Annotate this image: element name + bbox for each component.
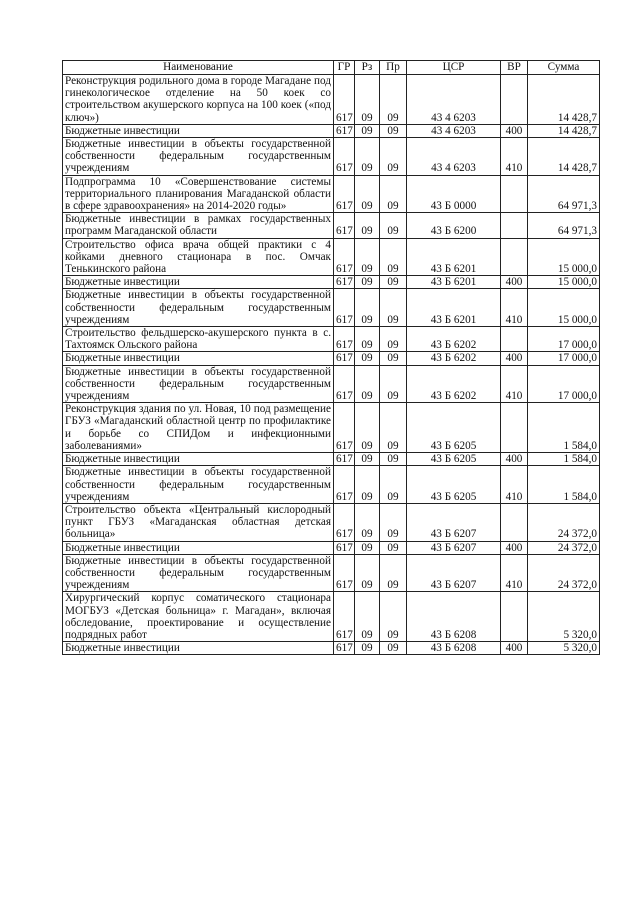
cell-pr: 09 (380, 554, 407, 592)
cell-name: Подпрограмма 10 «Совершенствование системы территориального планирования Магаданской области в сфере здравоохранения» на 2014-2020 годы» (63, 175, 334, 213)
cell-pr: 09 (380, 453, 407, 466)
cell-sum: 15 000,0 (528, 238, 600, 276)
cell-csr: 43 Б 6208 (407, 592, 501, 642)
cell-sum: 15 000,0 (528, 289, 600, 327)
cell-vr: 400 (501, 541, 528, 554)
cell-csr: 43 Б 6202 (407, 352, 501, 365)
cell-name: Бюджетные инвестиции в объекты государственной собственности федеральным государственным учреждениям (63, 466, 334, 504)
cell-rz: 09 (355, 554, 380, 592)
cell-sum: 1 584,0 (528, 453, 600, 466)
cell-pr: 09 (380, 175, 407, 213)
cell-name: Бюджетные инвестиции в объекты государственной собственности федеральным государственным учреждениям (63, 554, 334, 592)
cell-name: Бюджетные инвестиции (63, 541, 334, 554)
table-row (63, 592, 600, 642)
header-sum: Сумма (528, 61, 600, 75)
cell-pr: 09 (380, 541, 407, 554)
cell-rz: 09 (355, 276, 380, 289)
cell-pr: 09 (380, 503, 407, 541)
table-header-row (63, 61, 600, 75)
cell-rz: 09 (355, 592, 380, 642)
cell-name: Бюджетные инвестиции (63, 352, 334, 365)
cell-name: Бюджетные инвестиции (63, 276, 334, 289)
cell-pr: 09 (380, 213, 407, 238)
cell-pr: 09 (380, 592, 407, 642)
cell-sum: 17 000,0 (528, 365, 600, 403)
cell-csr: 43 Б 6201 (407, 289, 501, 327)
cell-sum: 17 000,0 (528, 352, 600, 365)
cell-gr: 617 (334, 403, 355, 453)
table-row (63, 238, 600, 276)
table-row (63, 352, 600, 365)
table-row (63, 541, 600, 554)
cell-sum: 14 428,7 (528, 124, 600, 137)
cell-rz: 09 (355, 642, 380, 655)
cell-name: Бюджетные инвестиции (63, 453, 334, 466)
cell-rz: 09 (355, 453, 380, 466)
cell-pr: 09 (380, 124, 407, 137)
header-gr: ГР (334, 61, 355, 75)
cell-vr: 410 (501, 554, 528, 592)
cell-csr: 43 4 6203 (407, 138, 501, 176)
cell-gr: 617 (334, 213, 355, 238)
header-vr: ВР (501, 61, 528, 75)
table-row (63, 503, 600, 541)
cell-rz: 09 (355, 213, 380, 238)
cell-csr: 43 Б 6205 (407, 403, 501, 453)
cell-gr: 617 (334, 642, 355, 655)
cell-csr: 43 Б 6207 (407, 554, 501, 592)
cell-vr (501, 75, 528, 125)
cell-pr: 09 (380, 365, 407, 403)
cell-csr: 43 Б 6201 (407, 276, 501, 289)
cell-gr: 617 (334, 327, 355, 352)
cell-pr: 09 (380, 276, 407, 289)
table-row (63, 327, 600, 352)
cell-sum: 24 372,0 (528, 503, 600, 541)
cell-vr (501, 327, 528, 352)
cell-sum: 1 584,0 (528, 466, 600, 504)
table-row (63, 175, 600, 213)
cell-csr: 43 Б 6208 (407, 642, 501, 655)
cell-rz: 09 (355, 238, 380, 276)
cell-sum: 5 320,0 (528, 642, 600, 655)
cell-gr: 617 (334, 554, 355, 592)
table-row (63, 75, 600, 125)
cell-rz: 09 (355, 327, 380, 352)
cell-pr: 09 (380, 138, 407, 176)
cell-sum: 14 428,7 (528, 75, 600, 125)
cell-sum: 1 584,0 (528, 403, 600, 453)
cell-name: Реконструкция родильного дома в городе Магадане под гинекологическое отделение на 50 коек со строительством акушерского корпуса на 100 коек («под ключ») (63, 75, 334, 125)
cell-vr: 410 (501, 138, 528, 176)
cell-csr: 43 Б 6207 (407, 503, 501, 541)
header-name: Наименование (63, 61, 334, 75)
table-row (63, 138, 600, 176)
header-csr: ЦСР (407, 61, 501, 75)
cell-sum: 24 372,0 (528, 554, 600, 592)
cell-csr: 43 Б 6205 (407, 453, 501, 466)
cell-csr: 43 Б 6205 (407, 466, 501, 504)
cell-csr: 43 Б 6200 (407, 213, 501, 238)
cell-sum: 14 428,7 (528, 138, 600, 176)
budget-table (62, 60, 600, 655)
cell-name: Реконструкция здания по ул. Новая, 10 под размещение ГБУЗ «Магаданский областной центр по профилактике и борьбе со СПИДом и инфекционными заболеваниями» (63, 403, 334, 453)
cell-rz: 09 (355, 124, 380, 137)
cell-name: Бюджетные инвестиции в объекты государственной собственности федеральным государственным учреждениям (63, 289, 334, 327)
cell-csr: 43 Б 6207 (407, 541, 501, 554)
cell-csr: 43 Б 0000 (407, 175, 501, 213)
cell-vr: 400 (501, 642, 528, 655)
cell-gr: 617 (334, 592, 355, 642)
table-body (63, 75, 600, 655)
cell-pr: 09 (380, 289, 407, 327)
cell-rz: 09 (355, 352, 380, 365)
cell-rz: 09 (355, 289, 380, 327)
cell-gr: 617 (334, 453, 355, 466)
table-row (63, 554, 600, 592)
cell-gr: 617 (334, 466, 355, 504)
cell-sum: 64 971,3 (528, 213, 600, 238)
cell-csr: 43 4 6203 (407, 75, 501, 125)
cell-rz: 09 (355, 403, 380, 453)
cell-sum: 5 320,0 (528, 592, 600, 642)
cell-gr: 617 (334, 276, 355, 289)
cell-name: Строительство офиса врача общей практики с 4 койками дневного стационара в пос. Омчак Тенькинского района (63, 238, 334, 276)
cell-gr: 617 (334, 352, 355, 365)
cell-vr: 410 (501, 289, 528, 327)
cell-csr: 43 Б 6202 (407, 365, 501, 403)
cell-vr (501, 403, 528, 453)
cell-name: Строительство фельдшерско-акушерского пункта в с. Тахтоямск Ольского района (63, 327, 334, 352)
cell-vr (501, 175, 528, 213)
table-row (63, 124, 600, 137)
cell-rz: 09 (355, 503, 380, 541)
cell-name: Строительство объекта «Центральный кислородный пункт ГБУЗ «Магаданская областная детская больница» (63, 503, 334, 541)
cell-gr: 617 (334, 124, 355, 137)
cell-csr: 43 Б 6202 (407, 327, 501, 352)
cell-vr: 400 (501, 124, 528, 137)
cell-sum: 15 000,0 (528, 276, 600, 289)
cell-pr: 09 (380, 352, 407, 365)
cell-pr: 09 (380, 403, 407, 453)
cell-vr: 410 (501, 466, 528, 504)
cell-gr: 617 (334, 238, 355, 276)
cell-vr (501, 213, 528, 238)
cell-pr: 09 (380, 642, 407, 655)
cell-vr (501, 592, 528, 642)
table-row (63, 365, 600, 403)
cell-gr: 617 (334, 175, 355, 213)
cell-vr (501, 503, 528, 541)
cell-name: Бюджетные инвестиции (63, 642, 334, 655)
cell-sum: 17 000,0 (528, 327, 600, 352)
cell-gr: 617 (334, 138, 355, 176)
table-row (63, 642, 600, 655)
table-row (63, 213, 600, 238)
header-rz: Рз (355, 61, 380, 75)
table-row (63, 289, 600, 327)
cell-gr: 617 (334, 365, 355, 403)
table-row (63, 276, 600, 289)
header-pr: Пр (380, 61, 407, 75)
cell-vr: 400 (501, 276, 528, 289)
table-row (63, 453, 600, 466)
cell-name: Бюджетные инвестиции в объекты государственной собственности федеральным государственным учреждениям (63, 365, 334, 403)
cell-gr: 617 (334, 541, 355, 554)
cell-rz: 09 (355, 175, 380, 213)
cell-vr: 410 (501, 365, 528, 403)
cell-pr: 09 (380, 75, 407, 125)
cell-pr: 09 (380, 466, 407, 504)
cell-gr: 617 (334, 75, 355, 125)
cell-csr: 43 Б 6201 (407, 238, 501, 276)
cell-sum: 24 372,0 (528, 541, 600, 554)
cell-vr: 400 (501, 453, 528, 466)
cell-rz: 09 (355, 541, 380, 554)
cell-rz: 09 (355, 365, 380, 403)
cell-gr: 617 (334, 503, 355, 541)
cell-rz: 09 (355, 466, 380, 504)
cell-gr: 617 (334, 289, 355, 327)
table-row (63, 466, 600, 504)
cell-name: Хирургический корпус соматического стационара МОГБУЗ «Детская больница» г. Магадан», включая обследование, проектирование и осуществление подрядных работ (63, 592, 334, 642)
cell-pr: 09 (380, 238, 407, 276)
cell-csr: 43 4 6203 (407, 124, 501, 137)
cell-rz: 09 (355, 138, 380, 176)
cell-vr (501, 238, 528, 276)
cell-rz: 09 (355, 75, 380, 125)
cell-vr: 400 (501, 352, 528, 365)
table-row (63, 403, 600, 453)
cell-sum: 64 971,3 (528, 175, 600, 213)
cell-name: Бюджетные инвестиции в рамках государственных программ Магаданской области (63, 213, 334, 238)
cell-name: Бюджетные инвестиции в объекты государственной собственности федеральным государственным учреждениям (63, 138, 334, 176)
cell-pr: 09 (380, 327, 407, 352)
cell-name: Бюджетные инвестиции (63, 124, 334, 137)
